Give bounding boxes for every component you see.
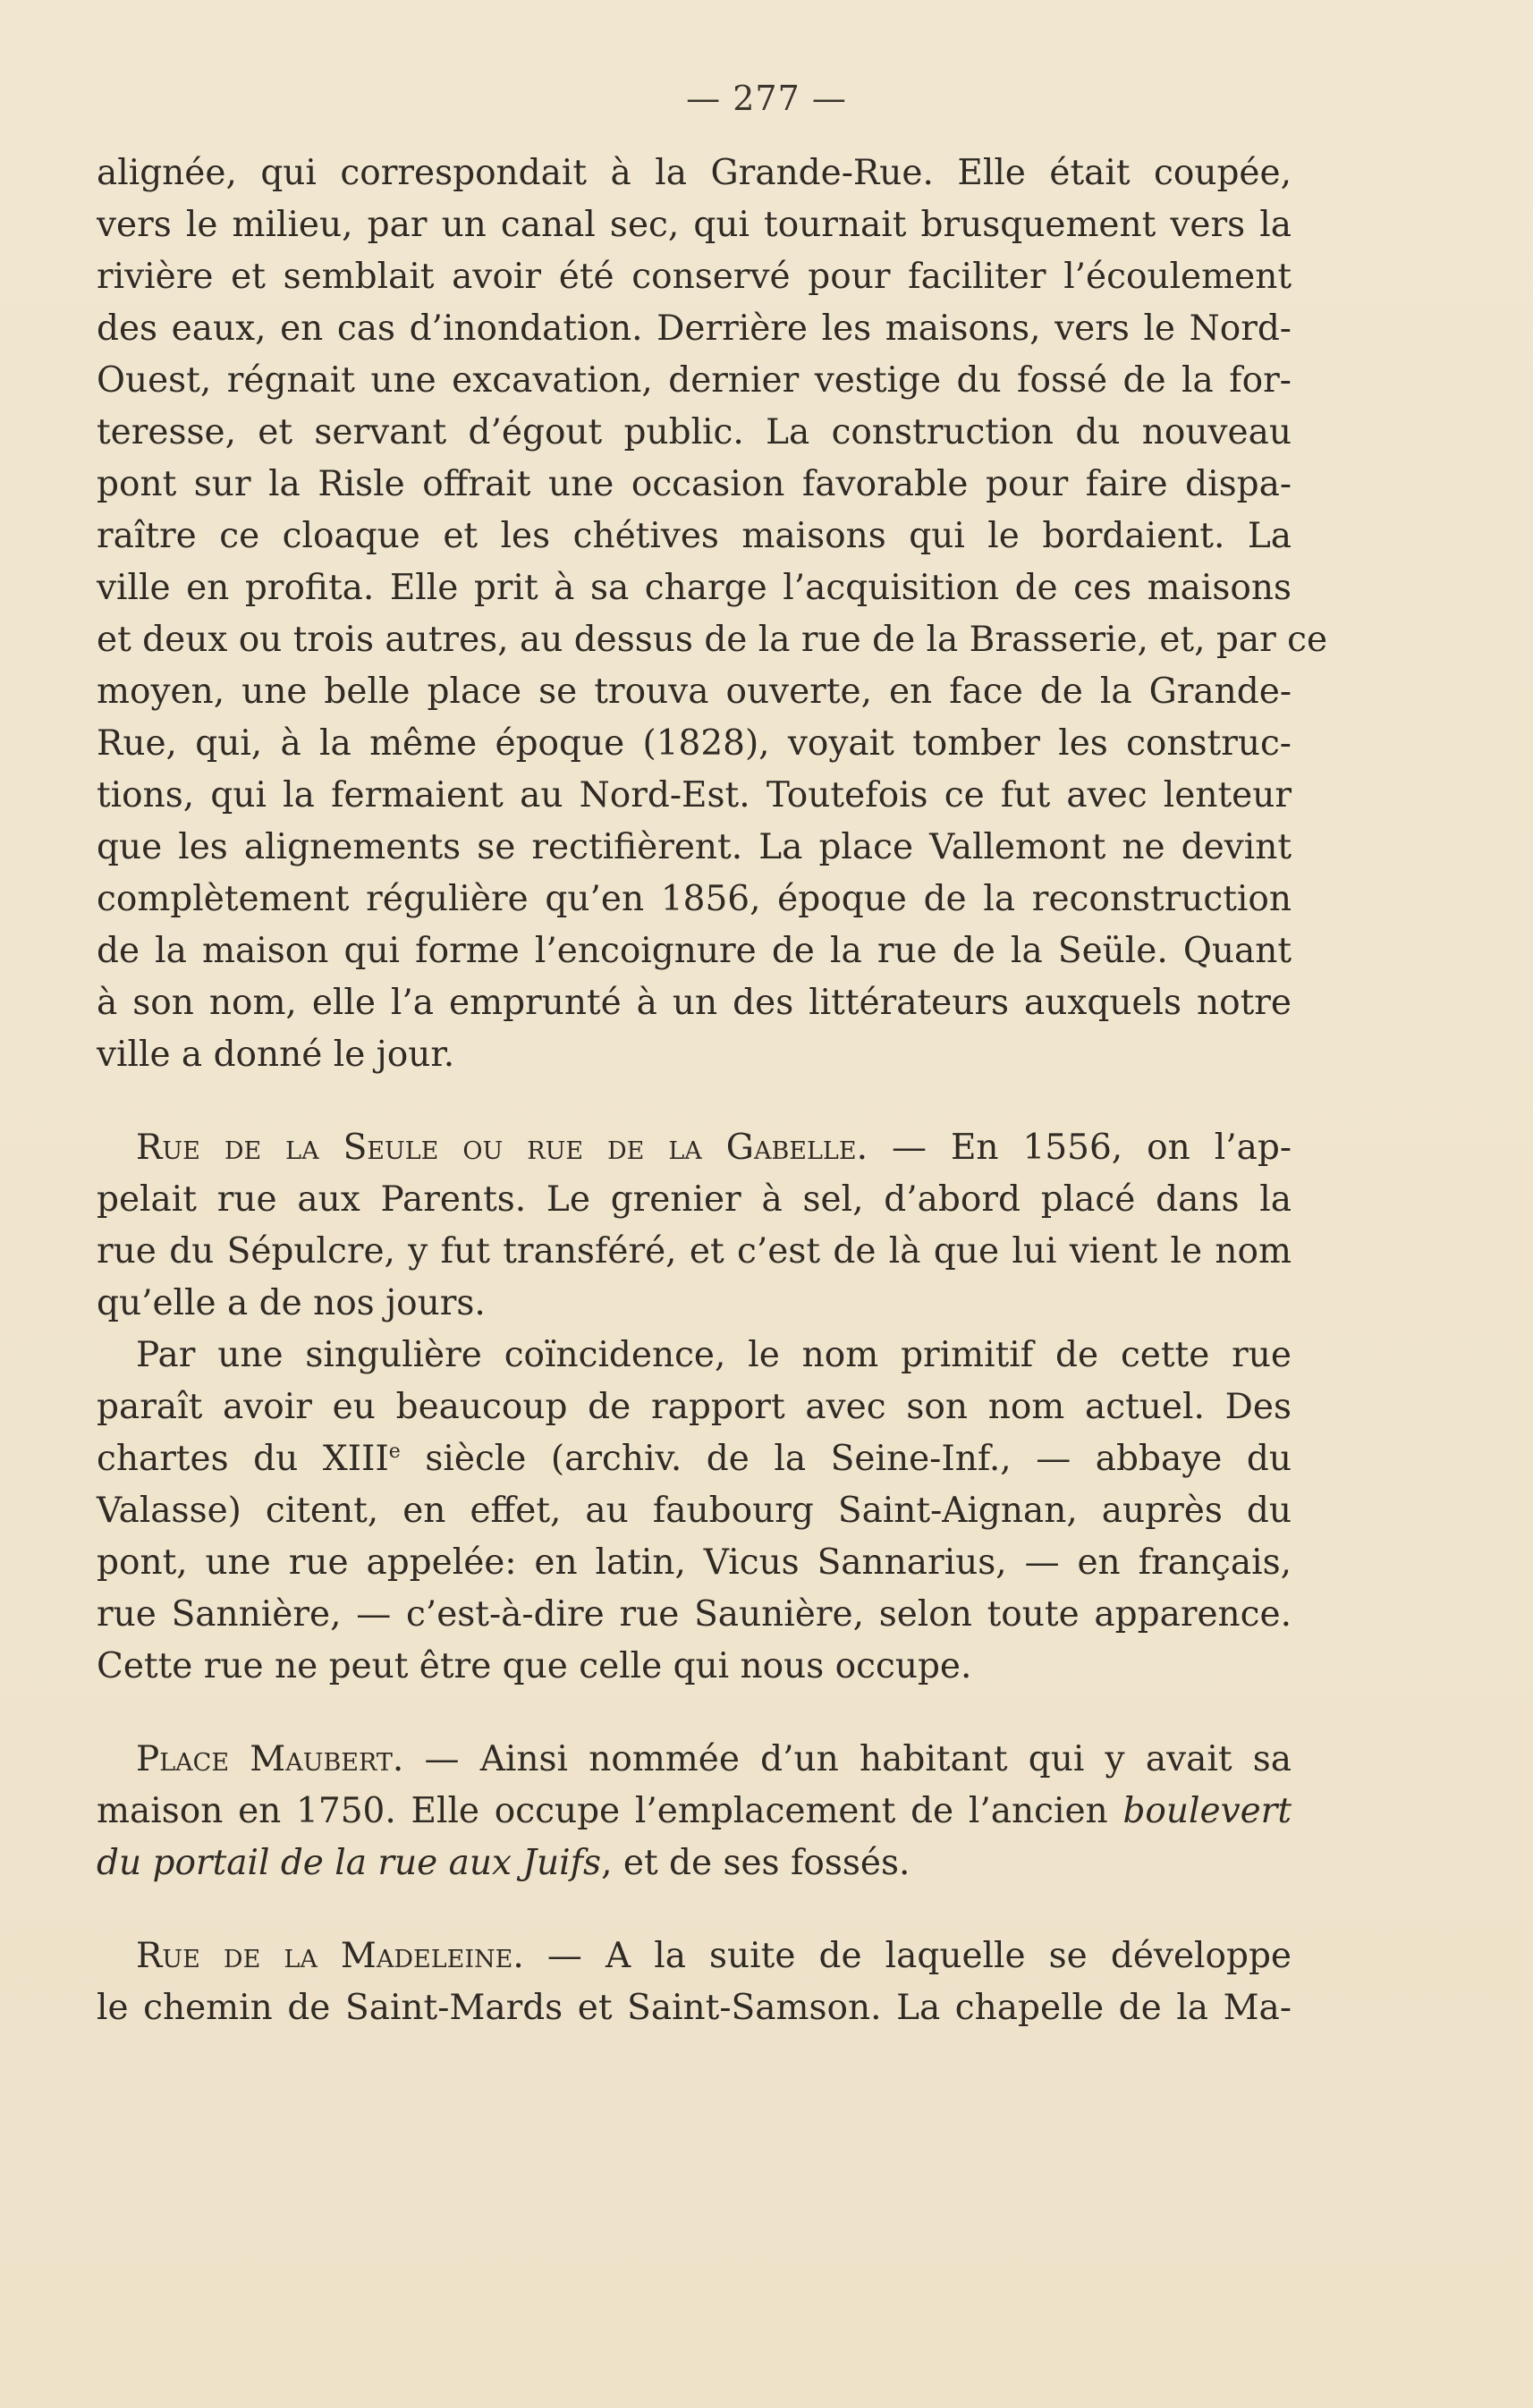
text-line — [97, 1838, 1292, 1889]
italic-segment: du portail de la rue aux Juifs — [97, 1843, 602, 1883]
text-line: le chemin de Saint-Mards et Saint-Samson. La chapelle de la Ma- — [97, 1988, 1292, 2028]
heading-continuation: — A la suite de laquelle se développe — [523, 1936, 1292, 1976]
paragraph-singuliere-coincidence — [97, 1330, 1292, 1693]
paragraph-rue-de-la-madeleine — [97, 1931, 1292, 2034]
text-line: de la maison qui forme l’encoignure de la rue de la Seüle. Quant — [97, 931, 1292, 971]
text-line: alignée, qui correspondait à la Grande-Rue. Elle était coupée, — [97, 153, 1292, 193]
text-segment: chartes du XIII — [97, 1439, 389, 1479]
text-line: vers le milieu, par un canal sec, qui tournait brusquement vers la — [97, 205, 1292, 245]
text-line: pont sur la Risle offrait une occasion favorable pour faire dispa- — [97, 464, 1292, 504]
heading-continuation: — En 1556, on l’ap- — [867, 1128, 1292, 1168]
text-line: Rue, qui, à la même époque (1828), voyait tomber les construc- — [97, 723, 1292, 764]
italic-segment: boulevert — [1122, 1791, 1292, 1831]
text-line: Cette rue ne peut être que celle qui nous occupe. — [97, 1646, 972, 1686]
text-segment: , et de ses fossés. — [601, 1843, 910, 1883]
paragraph-place-maubert — [97, 1734, 1292, 1889]
text-line — [97, 1734, 1292, 1786]
text-segment: siècle (archiv. de la Seine-Inf., — abbaye du — [400, 1439, 1292, 1479]
paragraph-place-vallemont — [97, 148, 1328, 1081]
heading-continuation: — Ainsi nommée d’un habitant qui y avait sa — [403, 1739, 1292, 1779]
text-line: ville en profita. Elle prit à sa charge l’acquisition de ces maisons — [97, 568, 1292, 608]
text-line — [97, 1122, 1292, 1174]
text-line: et deux ou trois autres, au dessus de la rue de la Brasserie, et, par ce — [97, 620, 1328, 660]
page-number: — 277 — — [686, 79, 847, 118]
text-line: Par une singulière coïncidence, le nom primitif de cette rue — [136, 1335, 1292, 1375]
paragraph-gap — [97, 1081, 1292, 1122]
text-segment: maison en 1750. Elle occupe l’emplacement de l’ancien — [97, 1791, 1123, 1831]
text-line: ville a donné le jour. — [97, 1035, 455, 1075]
text-line: pont, une rue appelée: en latin, Vicus Sannarius, — en français, — [97, 1542, 1292, 1583]
body-text — [97, 148, 1328, 2034]
text-line: Ouest, régnait une excavation, dernier vestige du fossé de la for- — [97, 360, 1292, 401]
text-line: à son nom, elle l’a emprunté à un des littérateurs auxquels notre — [97, 983, 1292, 1023]
text-line: des eaux, en cas d’inondation. Derrière les maisons, vers le Nord- — [97, 308, 1292, 349]
text-line: tions, qui la fermaient au Nord-Est. Toutefois ce fut avec lenteur — [97, 775, 1292, 815]
text-line: rue Sannière, — c’est-à-dire rue Saunière, selon toute apparence. — [97, 1594, 1292, 1635]
text-line: moyen, une belle place se trouva ouverte, en face de la Grande- — [97, 672, 1292, 712]
text-line: rue du Sépulcre, y fut transféré, et c’est de là que lui vient le nom — [97, 1231, 1292, 1272]
text-line: complètement régulière qu’en 1856, époque de la reconstruction — [97, 879, 1292, 919]
section-heading: Place Maubert. — [136, 1739, 404, 1779]
text-line: Valasse) citent, en effet, au faubourg Saint-Aignan, auprès du — [97, 1491, 1292, 1531]
text-line: pelait rue aux Parents. Le grenier à sel, d’abord placé dans la — [97, 1179, 1292, 1220]
section-heading: Rue de la Seule ou rue de la Gabelle. — [136, 1128, 868, 1168]
paragraph-gap — [97, 1693, 1292, 1734]
text-line — [97, 1786, 1292, 1838]
superscript: e — [388, 1441, 401, 1463]
paragraph-gap — [97, 1889, 1292, 1931]
text-line — [97, 1433, 1292, 1485]
section-heading: Rue de la Madeleine. — [136, 1936, 524, 1976]
text-line: que les alignements se rectifièrent. La place Vallemont ne devint — [97, 827, 1292, 867]
text-line: paraît avoir eu beaucoup de rapport avec son nom actuel. Des — [97, 1387, 1292, 1427]
text-line: qu’elle a de nos jours. — [97, 1283, 486, 1323]
text-line: teresse, et servant d’égout public. La construction du nouveau — [97, 412, 1292, 452]
text-line: rivière et semblait avoir été conservé pour faciliter l’écoulement — [97, 257, 1292, 297]
paragraph-rue-de-la-seule — [97, 1122, 1292, 1330]
text-line — [97, 1931, 1292, 1982]
text-line: raître ce cloaque et les chétives maisons qui le bordaient. La — [97, 516, 1292, 556]
